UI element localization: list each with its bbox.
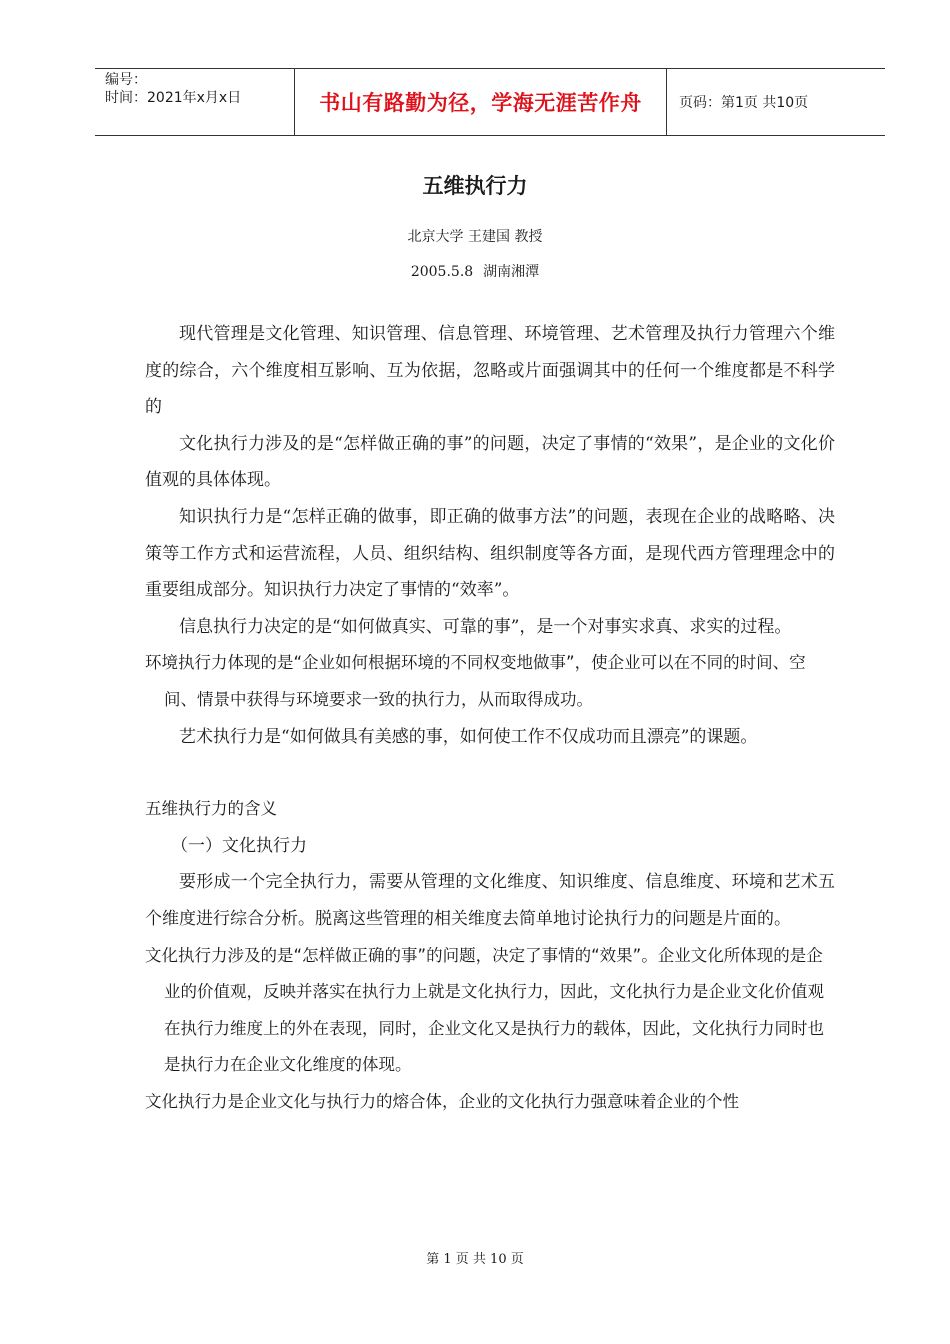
- header-left-cell: [95, 69, 295, 135]
- paragraph-information-execution: 信息执行力决定的是“如何做真实、可靠的事”，是一个对事实求真、求实的过程。: [179, 616, 792, 637]
- paragraph-culture-execution: 文化执行力涉及的是“怎样做正确的事”的问题，决定了事情的“效果”，是企业的文化价值观的具体体现。: [145, 433, 835, 491]
- page-footer: 第 1 页 共 10 页: [426, 1252, 524, 1267]
- document-body: [145, 316, 835, 1120]
- header-page-number: 页码：第1页 共10页: [679, 95, 809, 111]
- subsection-heading: （一）文化执行力: [171, 835, 307, 856]
- serial-label: 编号：: [105, 72, 147, 88]
- paragraph-complete-execution: 要形成一个完全执行力，需要从管理的文化维度、知识维度、信息维度、环境和艺术五个维度进行综合分析。脱离这些管理的相关维度去简单地讨论执行力的问题是片面的。: [145, 872, 835, 929]
- document-title: 五维执行力: [422, 174, 528, 198]
- header-motto: 书山有路勤为径，学海无涯苦作舟: [295, 69, 667, 135]
- paragraph-culture-detail: 文化执行力涉及的是“怎样做正确的事”的问题，决定了事情的“效果”。企业文化所体现的是企业的价值观，反映并落实在执行力上就是文化执行力，因此，文化执行力是企业文化价值观在执行力维度上的外在表现，同时，企业文化又是执行力的载体，因此，文化执行力同时也是执行力在企业文化维度的体现。: [145, 945, 824, 1075]
- document-date-line: [0, 261, 950, 281]
- paragraph-environment-execution: 环境执行力体现的是“企业如何根据环境的不同权变地做事”，使企业可以在不同的时间、空间、情景中获得与环境要求一致的执行力，从而取得成功。: [145, 653, 806, 709]
- paragraph-art-execution: 艺术执行力是“如何做具有美感的事，如何使工作不仅成功而且漂亮”的课题。: [179, 726, 758, 747]
- paragraph-gap: [145, 755, 835, 791]
- document-place: 湖南湘潭: [483, 264, 540, 280]
- document-date: 2005.5.8: [410, 264, 474, 280]
- time-label: 时间：2021年x月x日: [105, 90, 242, 106]
- paragraph-management-dimensions: 现代管理是文化管理、知识管理、信息管理、环境管理、艺术管理及执行力管理六个维度的综合，六个维度相互影响、互为依据，忽略或片面强调其中的任何一个维度都是不科学的: [145, 324, 835, 418]
- paragraph-knowledge-execution: 知识执行力是“怎样正确的做事，即正确的做事方法”的问题，表现在企业的战略略、决策等工作方式和运营流程，人员、组织结构、组织制度等各方面，是现代西方管理理念中的重要组成部分。知识执行力决定了事情的“效率”。: [145, 506, 835, 601]
- section-heading: 五维执行力的含义: [145, 799, 277, 819]
- document-author: 北京大学 王建国 教授: [407, 229, 543, 245]
- paragraph-culture-fusion: 文化执行力是企业文化与执行力的熔合体，企业的文化执行力强意味着企业的个性: [145, 1091, 739, 1111]
- header-table: [95, 68, 885, 136]
